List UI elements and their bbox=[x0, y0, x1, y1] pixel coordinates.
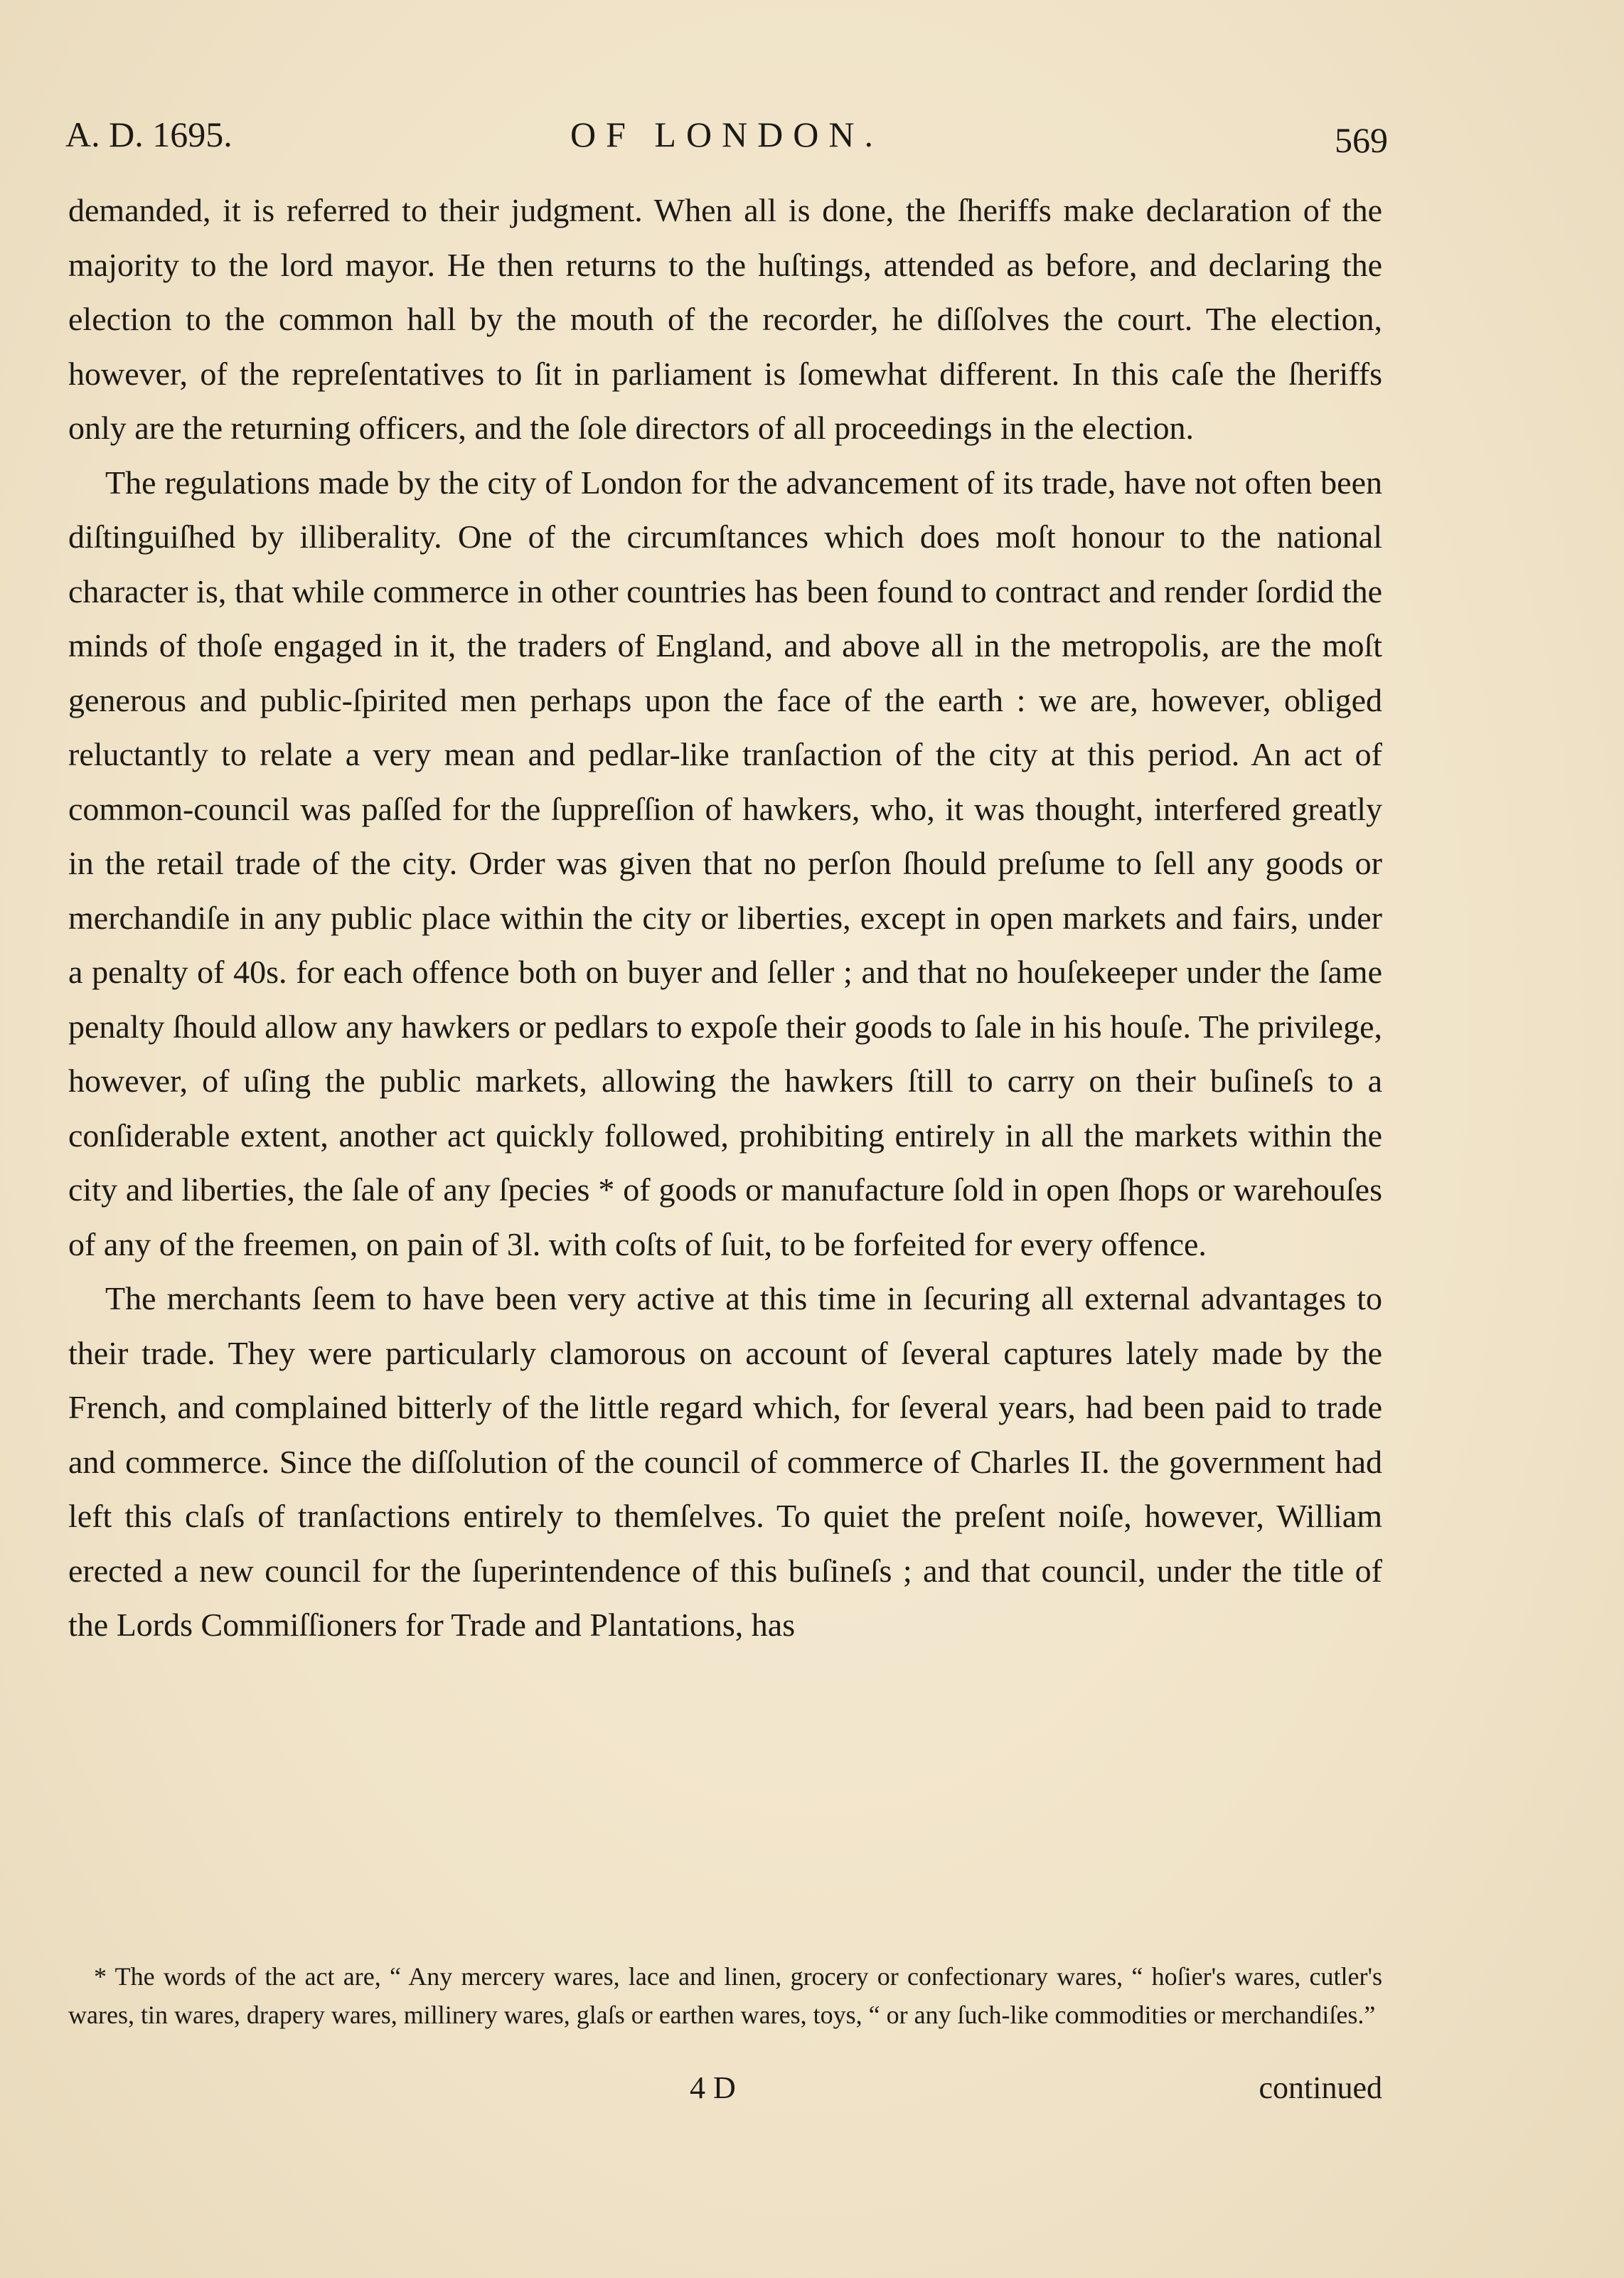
catchword: continued bbox=[1259, 2070, 1382, 2105]
running-header bbox=[65, 107, 1388, 160]
paragraph-merchants: The merchants ſeem to have been very active at this time in ſecuring all external advantages to their trade. They were particularly clamorous on account of ſeveral captures lately made by the French, and complained bitterly of the little regard which, for ſeveral years, had been paid to trade and commerce. Since the diſſolution of the council of commerce of Charles II. the government had left this claſs of tranſactions entirely to themſelves. To quiet the preſent noiſe, however, William erected a new council for the ſuperintendence of this buſineſs ; and that council, under the title of the Lords Commiſſioners for Trade and Plantations, has bbox=[68, 1280, 1382, 1643]
body-text bbox=[68, 183, 1382, 1653]
signature-mark: 4 D bbox=[690, 2070, 736, 2105]
header-year: A. D. 1695. bbox=[65, 115, 233, 154]
page-footer bbox=[68, 2070, 1382, 2112]
header-title: OF LONDON. bbox=[570, 115, 883, 154]
paragraph-continued: demanded, it is referred to their judgment. When all is done, the ſheriffs make declaration of the majority to the lord mayor. He then returns to the huſtings, attended as before, and declaring the election to the common hall by the mouth of the recorder, he diſſolves the court. The election, however, of the repreſentatives to ſit in parliament is ſomewhat different. In this caſe the ſheriffs only are the returning officers, and the ſole directors of all proceedings in the election. bbox=[68, 192, 1382, 446]
paragraph-regulations: The regulations made by the city of London for the advancement of its trade, have not often been diſtinguiſhed by illiberality. One of the circumſtances which does moſt honour to the national character is, that while commerce in other countries has been found to contract and render ſordid the minds of thoſe engaged in it, the traders of England, and above all in the metropolis, are the moſt generous and public-ſpirited men perhaps upon the face of the earth : we are, however, obliged reluctantly to relate a very mean and pedlar-like tranſaction of the city at this period. An act of common-council was paſſed for the ſuppreſſion of hawkers, who, it was thought, interfered greatly in the retail trade of the city. Order was given that no perſon ſhould preſume to ſell any goods or merchandiſe in any public place within the city or liberties, except in open markets and fairs, under a penalty of 40s. for each offence both on buyer and ſeller ; and that no houſekeeper under the ſame penalty ſhould allow any hawkers or pedlars to expoſe their goods to ſale in his houſe. The privilege, however, of uſing the public markets, allowing the hawkers ſtill to carry on their buſineſs to a conſiderable extent, another act quickly followed, prohibiting entirely in all the markets within the city and liberties, the ſale of any ſpecies * of goods or manufacture ſold in open ſhops or warehouſes of any of the freemen, on pain of 3l. with coſts of ſuit, to be forfeited for every offence. bbox=[68, 464, 1382, 1262]
footnote-text: * The words of the act are, “ Any mercery wares, lace and linen, grocery or confectionary wares, “ hoſier's wares, cutler's wares, tin wares, drapery wares, millinery wares, glaſs or earthen wares, toys, “ or any ſuch-like commodities or merchandiſes.” bbox=[68, 1962, 1382, 2029]
page-number: 569 bbox=[1335, 120, 1388, 160]
footnote bbox=[68, 1957, 1382, 2034]
